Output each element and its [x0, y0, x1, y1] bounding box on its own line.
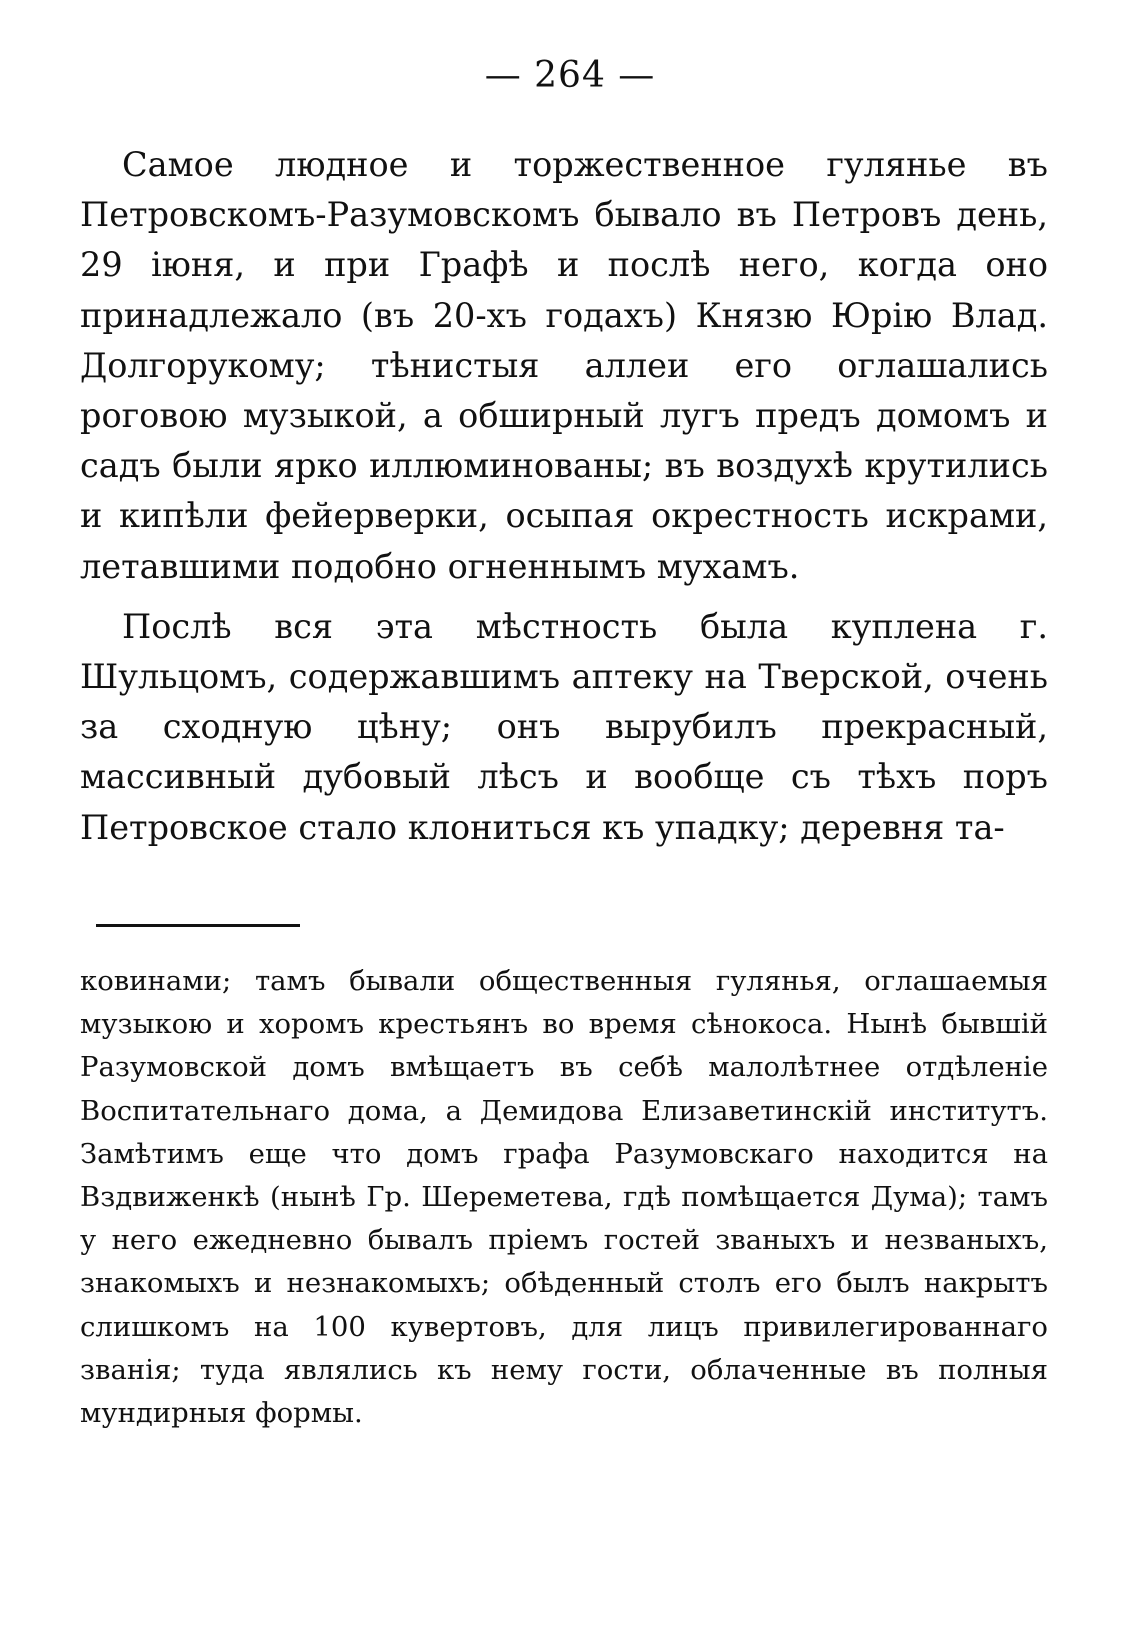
main-text: [80, 140, 1048, 853]
paragraph-2: Послѣ вся эта мѣстность была куплена г. Шульцомъ, содержавшимъ аптеку на Тверской, очень за сходную цѣну; онъ вырубилъ прекрасный, массивный дубовый лѣсъ и вообще съ тѣхъ поръ Петровское стало клониться къ упадку; деревня та-: [80, 606, 1048, 847]
page-number: — 264 —: [484, 55, 656, 96]
footnote: ковинами; тамъ бывали общественныя гулянья, оглашаемыя музыкою и хоромъ крестьянъ во время сѣнокоса. Нынѣ бывшій Разумовской домъ вмѣщаетъ въ себѣ малолѣтнее отдѣленіе Воспитательнаго дома, а Демидова Елизаветинскій институтъ. Замѣтимъ еще что домъ графа Разумовскаго находится на Вздвиженкѣ (нынѣ Гр. Шереметева, гдѣ помѣщается Дума); тамъ у него ежедневно бывалъ пріемъ гостей званыхъ и незваныхъ, знакомыхъ и незнакомыхъ; обѣденный столъ его былъ накрытъ слишкомъ на 100 кувертовъ, для лицъ привилегированнаго званія; туда являлись къ нему гости, облаченные въ полныя мундирныя формы.: [80, 965, 1048, 1430]
footnote-divider: [96, 924, 300, 927]
paragraph-1: Самое людное и торжественное гулянье въ Петровскомъ-Разумовскомъ бывало въ Петровъ день, 29 іюня, и при Графѣ и послѣ него, когда оно принадлежало (въ 20-хъ годахъ) Князю Юрію Влад. Долгорукому; тѣнистыя аллеи его оглашались роговою музыкой, а обширный лугъ предъ домомъ и садъ были ярко иллюминованы; въ воздухѣ крутились и кипѣли фейерверки, осыпая окрестность искрами, летавшими подобно огненнымъ мухамъ.: [80, 145, 1048, 586]
